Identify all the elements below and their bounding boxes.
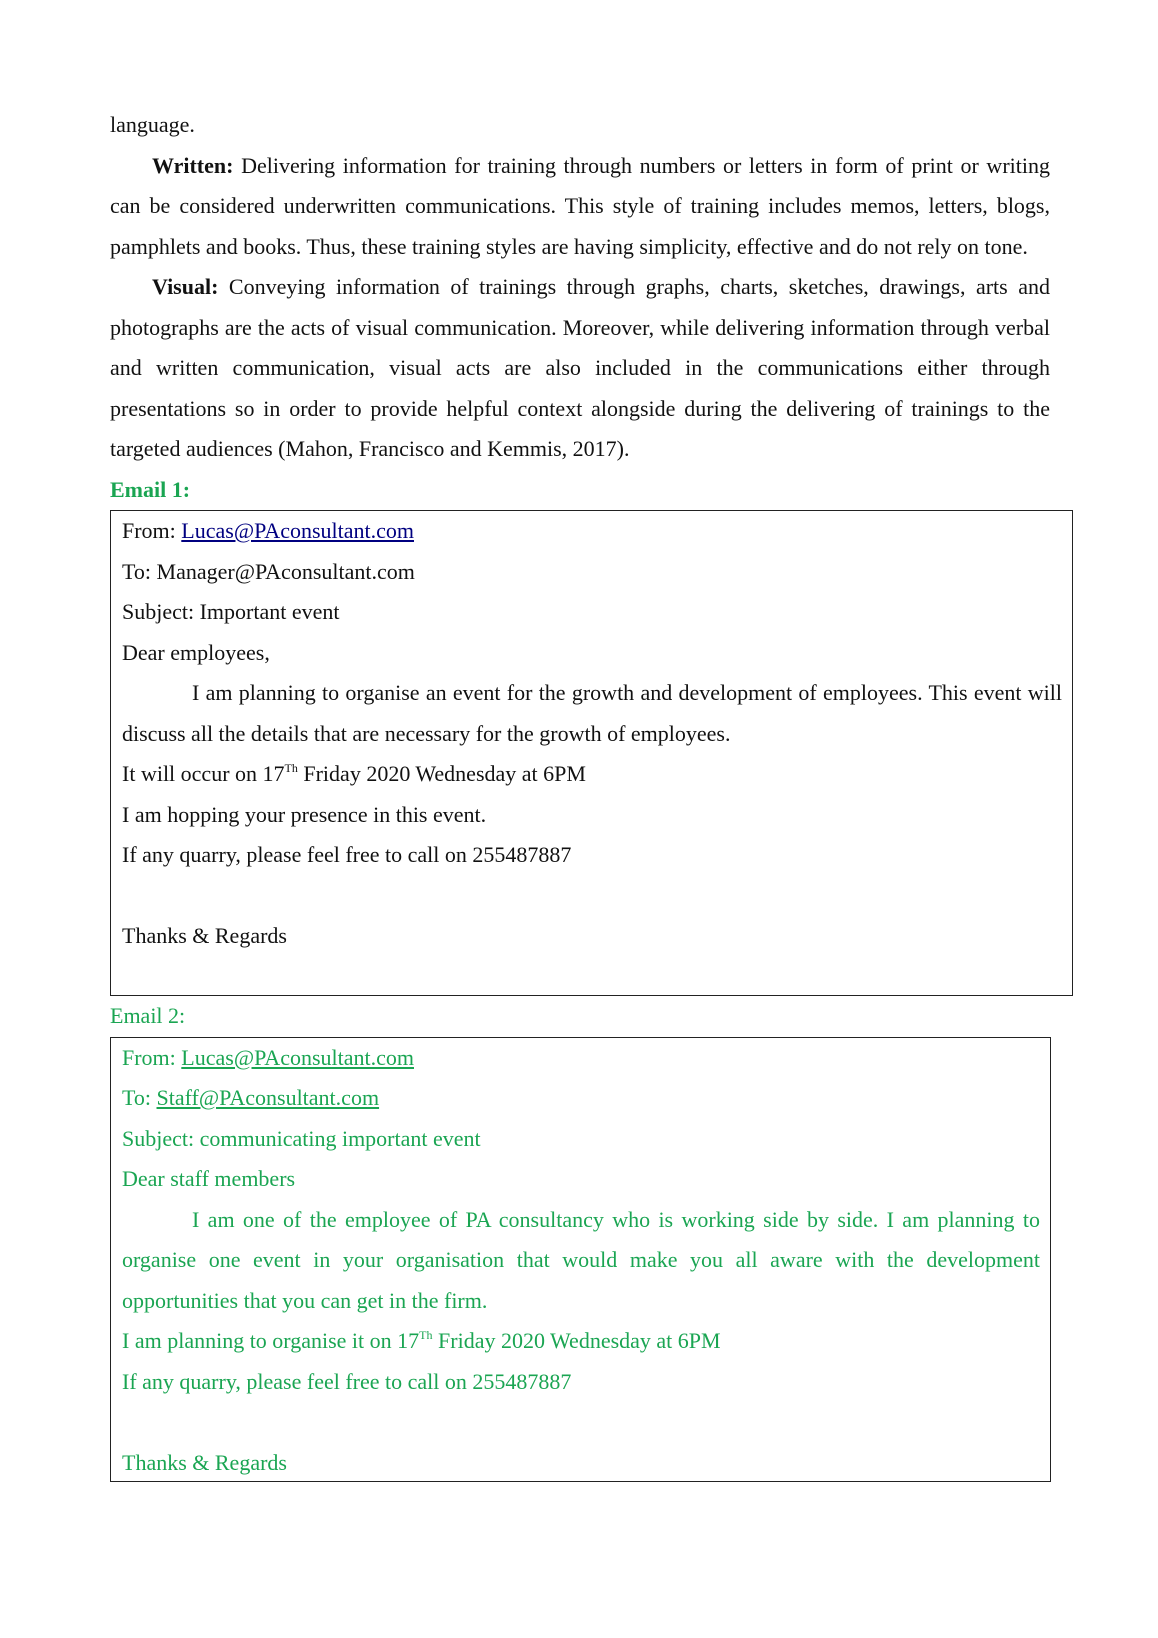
email1-from-line: [122, 511, 1062, 552]
visual-label: Visual:: [152, 274, 219, 299]
written-paragraph: [110, 146, 1050, 268]
email2-date-prefix: I am planning to organise it on 17: [122, 1328, 420, 1353]
email2-contact: If any quarry, please feel free to call on 255487887: [122, 1368, 572, 1394]
email1-spacer: [122, 876, 1062, 917]
email2-from-label: From:: [122, 1044, 182, 1070]
email2-date-line: [122, 1321, 1040, 1362]
email1-to-line: To: Manager@PAconsultant.com: [122, 558, 415, 584]
intro-trailing-text: language.: [110, 112, 195, 137]
email1-date-prefix: It will occur on 17: [122, 761, 285, 786]
email1-box: [110, 510, 1073, 996]
email1-body: I am planning to organise an event for the growth and development of employees. This event will discuss all the details that are necessary for the growth of employees.: [122, 680, 1062, 746]
email1-subject-line: Subject: Important event: [122, 599, 340, 624]
email2-from-link[interactable]: Lucas@PAconsultant.com: [181, 1044, 414, 1070]
email1-date-sup: Th: [284, 761, 298, 775]
email1-signoff: Thanks & Regards: [122, 923, 287, 948]
email2-date-suffix: Friday 2020 Wednesday at 6PM: [432, 1328, 721, 1353]
email2-box: [110, 1037, 1051, 1482]
written-label: Written:: [152, 152, 234, 178]
document-page: [110, 105, 1062, 1482]
visual-text: Conveying information of trainings through graphs, charts, sketches, drawings, arts and photographs are the acts of visual communication. Moreover, while delivering information through verbal and written communication, visual acts are also included in the communications either through presentations so in order to provide helpful context alongside during the delivering of trainings to the targeted audiences (Mahon, Francisco and Kemmis, 2017).: [110, 274, 1050, 461]
written-text: Delivering information for training through numbers or letters in form of print or writing can be considered underwritten communications. This style of training includes memos, letters, blogs, pamphlets and books. Thus, these training styles are having simplicity, effective and do not rely on tone.: [110, 152, 1050, 259]
email2-subject-line: Subject: communicating important event: [122, 1125, 481, 1151]
email2-signoff: Thanks & Regards: [122, 1449, 287, 1475]
email1-date-line: [122, 754, 1062, 795]
email1-greeting: Dear employees,: [122, 639, 270, 665]
email1-from-link[interactable]: Lucas@PAconsultant.com: [181, 518, 414, 543]
email2-date-sup: Th: [419, 1328, 433, 1342]
email2-to-link[interactable]: Staff@PAconsultant.com: [156, 1085, 380, 1110]
email2-to-label: To:: [122, 1085, 157, 1110]
email1-presence: I am hopping your presence in this event.: [122, 801, 487, 827]
email1-heading: Email 1:: [110, 476, 191, 502]
email2-body: I am one of the employee of PA consultancy who is working side by side. I am planning to organise one event in your organisation that would make you all aware with the development opportunities that you can get in the firm.: [122, 1206, 1040, 1313]
email2-greeting: Dear staff members: [122, 1166, 296, 1191]
email2-from-line: [122, 1038, 1040, 1079]
visual-paragraph: [110, 267, 1050, 470]
email2-heading: Email 2:: [110, 1003, 186, 1028]
email1-from-label: From:: [122, 518, 182, 543]
email2-spacer: [122, 1402, 1040, 1443]
email1-contact: If any quarry, please feel free to call on 255487887: [122, 842, 572, 867]
email2-to-line: [122, 1078, 1040, 1119]
email1-date-suffix: Friday 2020 Wednesday at 6PM: [297, 761, 586, 786]
